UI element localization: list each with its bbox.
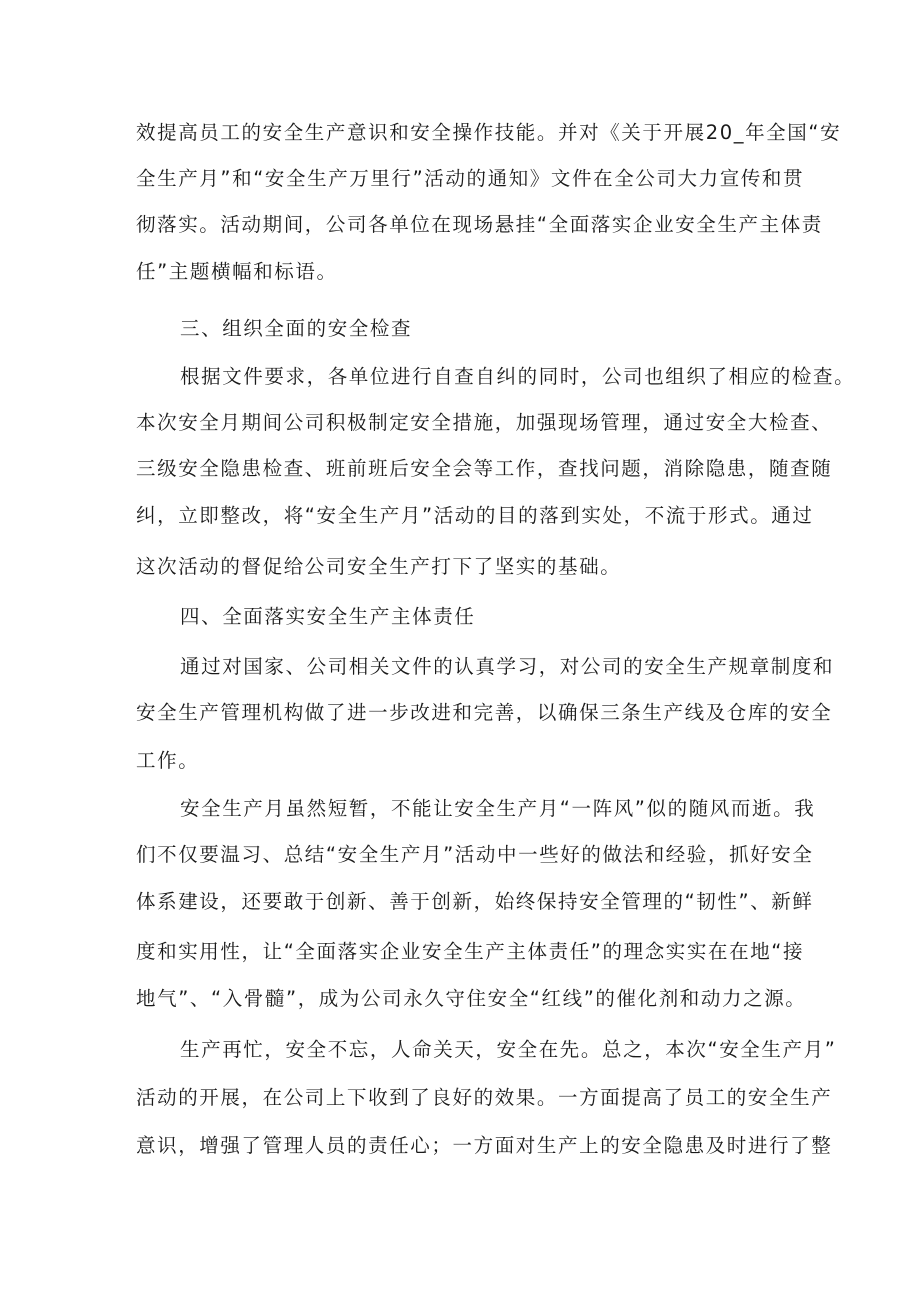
text-line: 效提高员工的安全生产意识和安全操作技能。并对《关于开展20_年全国“安 (136, 121, 842, 144)
section-heading: 三、组织全面的安全检查 (180, 317, 413, 340)
text-line: 三级安全隐患检查、班前班后安全会等工作，查找问题，消除隐患，随查随 (136, 457, 833, 480)
text-line: 活动的开展，在公司上下收到了良好的效果。一方面提高了员工的安全生产 (136, 1086, 833, 1109)
text-line: 体系建设，还要敢于创新、善于创新，始终保持安全管理的“韧性”、新鲜 (136, 890, 814, 913)
text-line: 意识，增强了管理人员的责任心；一方面对生产上的安全隐患及时进行了整 (136, 1134, 833, 1157)
text-line: 本次安全月期间公司积极制定安全措施，加强现场管理，通过安全大检查、 (136, 411, 833, 434)
text-line: 根据文件要求，各单位进行自查自纠的同时，公司也组织了相应的检查。 (180, 365, 856, 388)
text-line: 这次活动的督促给公司安全生产打下了坚实的基础。 (136, 555, 622, 578)
text-line: 全生产月”和“安全生产万里行”活动的通知》文件在全公司大力宣传和贯 (136, 167, 805, 190)
section-heading: 四、全面落实安全生产主体责任 (180, 605, 476, 628)
text-line: 安全生产月虽然短暂，不能让安全生产月“一阵风”似的随风而逝。我 (180, 797, 816, 820)
text-line: 生产再忙，安全不忘，人命关天，安全在先。总之，本次“安全生产月” (180, 1038, 837, 1061)
text-line: 度和实用性，让“全面落实企业安全生产主体责任”的理念实实在在地“接 (136, 940, 805, 963)
text-line: 彻落实。活动期间，公司各单位在现场悬挂“全面落实企业安全生产主体责 (136, 213, 823, 236)
text-line: 安全生产管理机构做了进一步改进和完善，以确保三条生产线及仓库的安全 (136, 701, 833, 724)
text-line: 任”主题横幅和标语。 (136, 260, 338, 283)
text-line: 纠，立即整改，将“安全生产月”活动的目的落到实处，不流于形式。通过 (136, 504, 814, 527)
text-line: 工作。 (136, 749, 200, 772)
text-line: 们不仅要温习、总结“安全生产月”活动中一些好的做法和经验，抓好安全 (136, 843, 814, 866)
text-line: 通过对国家、公司相关文件的认真学习，对公司的安全生产规章制度和 (180, 655, 835, 678)
text-line: 地气”、“入骨髓”，成为公司永久守住安全“红线”的催化剂和动力之源。 (136, 987, 807, 1010)
